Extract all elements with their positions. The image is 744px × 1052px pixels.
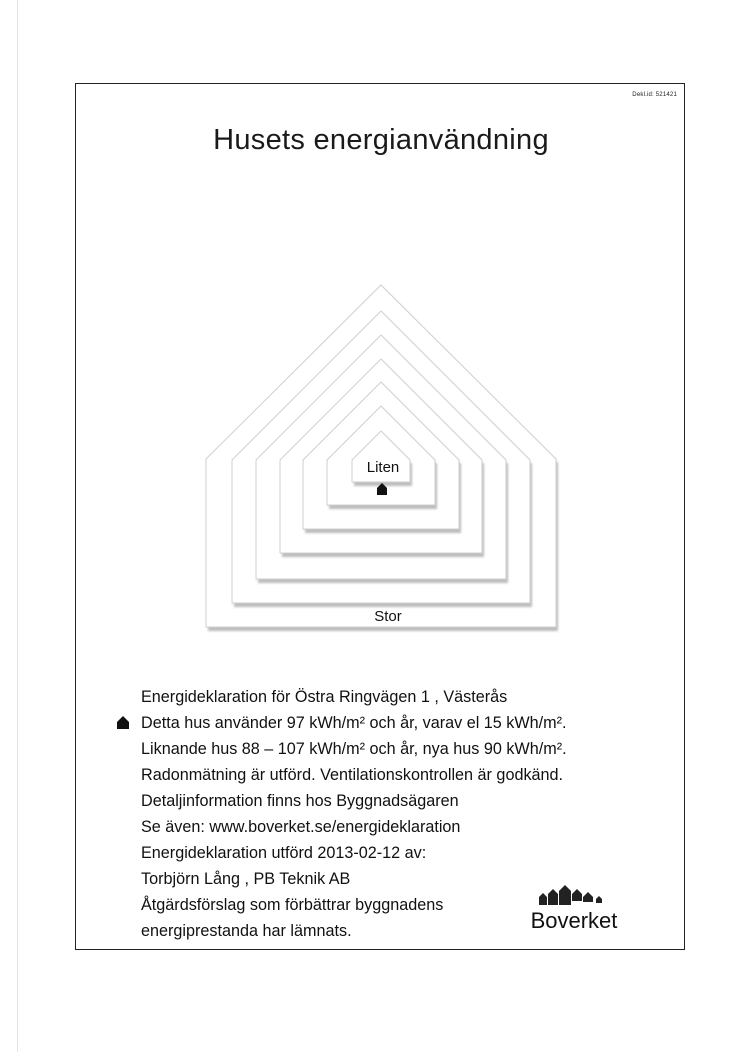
consumption-text: Detta hus använder 97 kWh/m² och år, varav el 15 kWh/m². — [141, 714, 567, 732]
boverket-houses-icon — [539, 884, 609, 906]
scale-label-large: Stor — [374, 608, 402, 625]
info-line-date: Energideklaration utförd 2013-02-12 av: — [141, 844, 427, 862]
scale-label-small: Liten — [359, 458, 407, 478]
info-line-radon: Radonmätning är utförd. Ventilationskontrollen är godkänd. — [141, 766, 564, 784]
boverket-logo-text: Boverket — [530, 908, 618, 933]
boverket-logo — [524, 884, 624, 940]
energy-declaration-sheet — [75, 83, 685, 950]
info-line-website: Se även: www.boverket.se/energideklaration — [141, 818, 461, 836]
info-line-performer: Torbjörn Lång , PB Teknik AB — [141, 870, 351, 888]
declaration-id: Dekl.id: 521421 — [632, 92, 677, 98]
energy-scale-houses — [201, 185, 561, 635]
info-line-details: Detaljinformation finns hos Byggnadsägaren — [141, 792, 459, 810]
house-marker-icon — [117, 716, 129, 729]
info-line-measures-2: energiprestanda har lämnats. — [141, 922, 352, 940]
info-line-address: Energideklaration för Östra Ringvägen 1 , Västerås — [141, 688, 508, 706]
scan-edge-line — [17, 0, 18, 1052]
info-line-measures-1: Åtgärdsförslag som förbättrar byggnadens — [141, 896, 444, 914]
page-title: Husets energianvändning — [213, 124, 549, 156]
info-line-consumption — [141, 710, 661, 736]
info-line-comparison: Liknande hus 88 – 107 kWh/m² och år, nya hus 90 kWh/m². — [141, 740, 567, 758]
house-marker-icon — [377, 483, 387, 495]
